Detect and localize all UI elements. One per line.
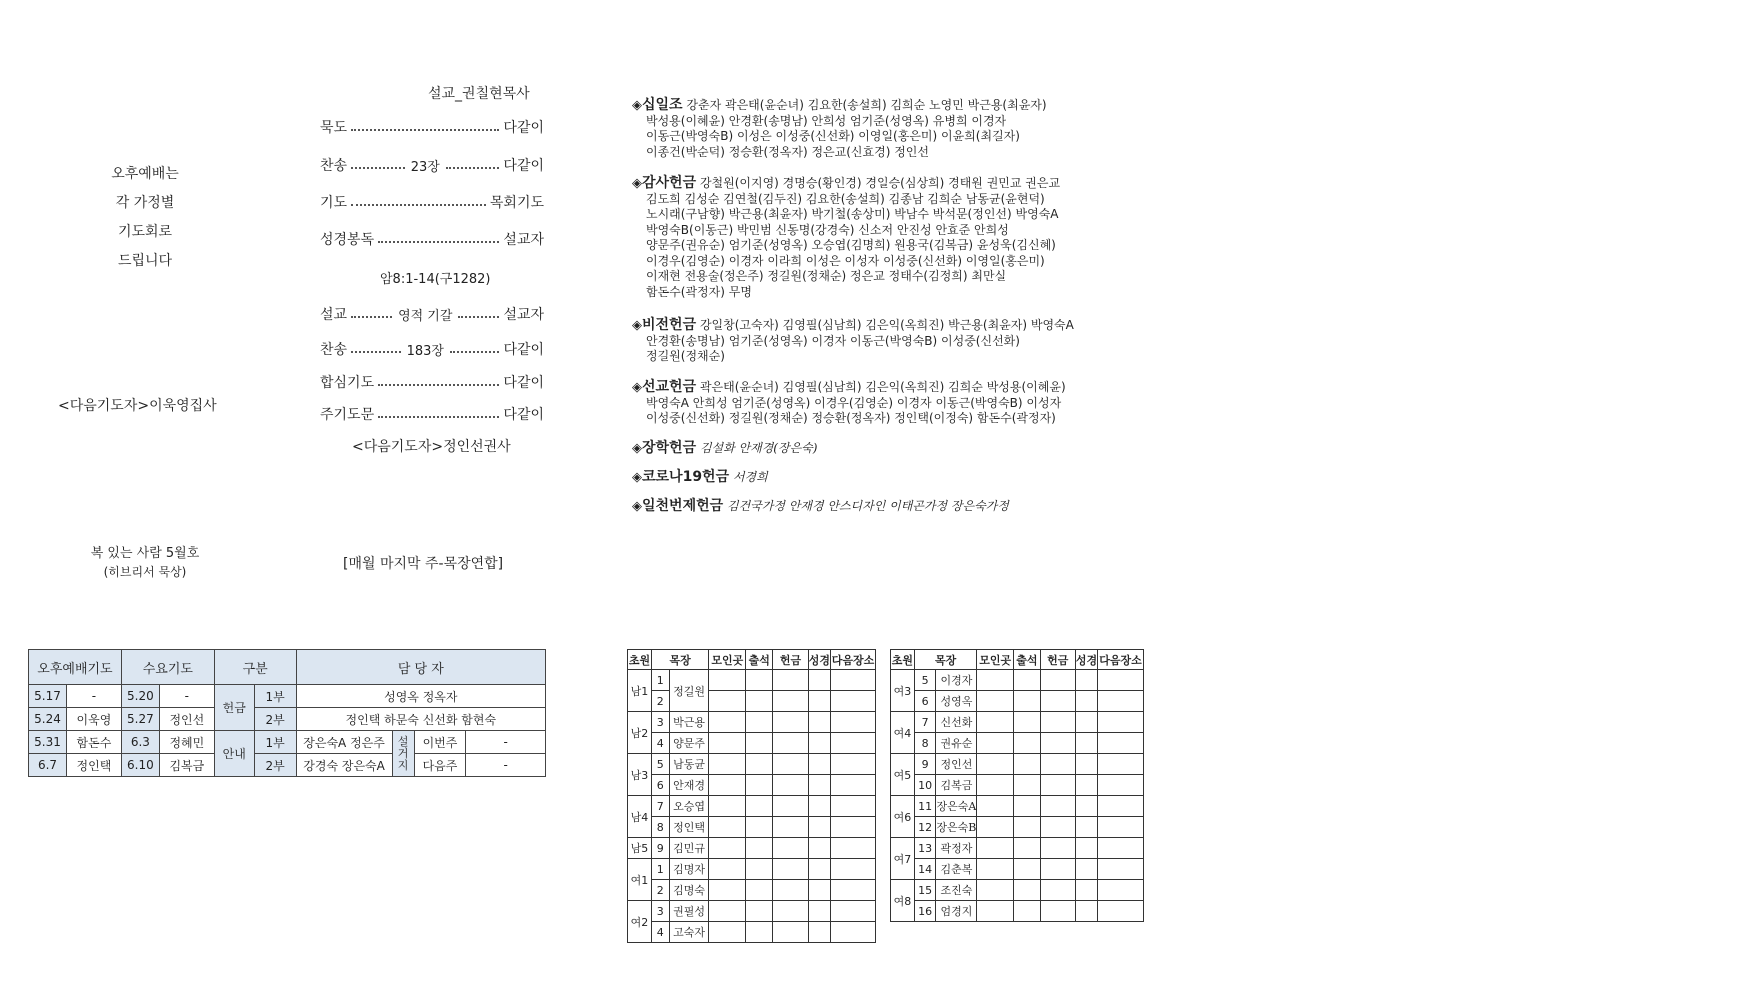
name-cell: 권유순	[936, 733, 977, 754]
name-cell: 성영옥	[936, 691, 977, 712]
table-row	[29, 731, 546, 754]
person-cell: -	[66, 685, 121, 708]
offering-line: 박영숙A 안희성 엄기준(성영옥) 이경우(김영순) 이경자 이동근(박영숙B) 이성자	[646, 395, 1062, 410]
prayer-note	[100, 160, 190, 276]
assignee-cell: 강경숙 장은숙A	[296, 754, 392, 777]
no-cell: 15	[914, 880, 936, 901]
col-header: 초원	[891, 650, 915, 670]
offering-line: 박영숙B(이동근) 박민범 신동명(강경숙) 신소저 안진성 안효준 안희성	[646, 222, 1009, 237]
offering-scholarship	[632, 441, 817, 457]
name-cell: 곽정자	[936, 838, 977, 859]
offering-line: 강춘자 곽은태(윤순녀) 김요한(송설희) 김희순 노영민 박근용(최윤자)	[686, 98, 1047, 112]
order-label: 성경봉독	[320, 232, 375, 248]
date-cell: 6.3	[121, 731, 159, 754]
name-cell: 김민규	[669, 838, 709, 859]
dot-leader	[450, 351, 500, 353]
group-cell: 여6	[891, 796, 915, 838]
offering-line: 박성용(이혜윤) 안경환(송명남) 안희성 엄기준(성영옥) 유병희 이경자	[646, 113, 1007, 128]
diamond-icon: ◈	[632, 441, 642, 456]
offering-line: 서경희	[732, 470, 768, 484]
table-row	[29, 708, 546, 731]
diamond-icon: ◈	[632, 318, 642, 333]
name-cell: 정인선	[936, 754, 977, 775]
offering-title: 선교헌금	[642, 379, 697, 395]
no-cell: 12	[914, 817, 936, 838]
table-header	[628, 650, 876, 670]
part-cell: 2부	[254, 754, 296, 777]
offering-thanks	[632, 176, 1060, 300]
part-cell: 1부	[254, 731, 296, 754]
order-item	[320, 155, 544, 175]
order-who: 설교자	[503, 232, 544, 248]
no-cell: 2	[651, 880, 669, 901]
no-cell: 4	[651, 922, 669, 943]
setup-value-cell: -	[466, 731, 546, 754]
prayer-note-line: 기도회로	[117, 224, 173, 240]
category-cell: 헌금	[214, 685, 254, 731]
order-who: 다같이	[503, 158, 544, 174]
no-cell: 1	[651, 859, 669, 880]
table-row	[628, 712, 876, 733]
offering-line: 이동근(박영숙B) 이성은 이성중(신선화) 이영일(홍은미) 이윤희(최길자)	[646, 129, 1020, 143]
offering-line: 이경우(김영순) 이경자 이라희 이성은 이성자 이성중(신선화) 이영일(홍은미)	[646, 253, 1045, 268]
date-cell: 5.24	[29, 708, 67, 731]
table-row	[29, 685, 546, 708]
name-cell: 김복금	[936, 775, 977, 796]
order-mid: 영적 기갈	[398, 308, 453, 324]
offering-line: 함돈수(곽정자) 무명	[646, 284, 752, 299]
no-cell: 8	[651, 817, 669, 838]
offering-title: 장학헌금	[642, 440, 697, 456]
table-row	[891, 691, 1144, 712]
order-mid: 23장	[410, 159, 440, 175]
order-item	[320, 339, 544, 359]
group-cell: 남4	[628, 796, 652, 838]
name-cell: 박근용	[669, 712, 709, 733]
category-cell: 안내	[214, 731, 254, 777]
table-row	[891, 712, 1144, 733]
offering-covid	[632, 470, 768, 486]
prayer-note-line: 각 가정별	[115, 195, 175, 211]
no-cell: 5	[914, 670, 936, 691]
date-cell: 6.10	[121, 754, 159, 777]
name-cell: 양문주	[669, 733, 709, 754]
table-row	[891, 754, 1144, 775]
order-label: 설교	[320, 307, 348, 323]
offering-title: 일천번제헌금	[642, 498, 724, 514]
group-cell: 여7	[891, 838, 915, 880]
no-cell: 9	[651, 838, 669, 859]
date-cell: 5.27	[121, 708, 159, 731]
no-cell: 7	[651, 796, 669, 817]
offering-line: 김도희 김성순 김연철(김두진) 김요한(송설희) 김종남 김희순 남동균(윤현덕)	[646, 191, 1045, 206]
person-cell: 정인선	[159, 708, 214, 731]
book-title	[60, 545, 230, 581]
no-cell: 7	[914, 712, 936, 733]
order-label: 묵도	[320, 120, 348, 136]
no-cell: 6	[914, 691, 936, 712]
no-cell: 10	[914, 775, 936, 796]
attendance-table-right	[890, 649, 1144, 922]
table-row	[628, 670, 876, 691]
person-cell: 함돈수	[66, 731, 121, 754]
name-cell: 정인택	[669, 817, 709, 838]
offering-line: 곽은태(윤순녀) 김영필(심남희) 김은익(옥희진) 김희순 박성용(이혜윤)	[699, 380, 1066, 394]
order-item	[320, 229, 544, 249]
table-row	[628, 859, 876, 880]
col-header: 목장	[914, 650, 977, 670]
offering-title: 코로나19헌금	[642, 469, 730, 485]
group-cell: 남1	[628, 670, 652, 712]
group-cell: 남3	[628, 754, 652, 796]
name-cell: 안재경	[669, 775, 709, 796]
setup-label-cell	[392, 731, 414, 777]
col-header: 모인곳	[977, 650, 1014, 670]
order-who: 설교자	[503, 307, 545, 323]
group-cell: 여8	[891, 880, 915, 922]
col-header: 담 당 자	[296, 650, 545, 685]
table-row	[891, 880, 1144, 901]
dot-leader	[351, 129, 499, 131]
name-cell: 고숙자	[669, 922, 709, 943]
date-cell: 5.17	[29, 685, 67, 708]
diamond-icon: ◈	[632, 98, 642, 113]
next-leader-left: <다음기도자>이욱영집사	[58, 398, 217, 414]
offering-line: 정길원(정채순)	[646, 349, 725, 363]
col-header: 성경	[808, 650, 830, 670]
order-who: 다같이	[503, 407, 544, 423]
setup-value-cell: -	[466, 754, 546, 777]
offering-title: 십일조	[642, 97, 683, 113]
no-cell: 3	[651, 712, 669, 733]
no-cell: 1	[651, 670, 669, 691]
group-cell: 여5	[891, 754, 915, 796]
offering-line: 김건국가정 안재경 안스디자인 이태곤가정 장은숙가정	[726, 499, 1009, 513]
col-header: 초원	[628, 650, 652, 670]
name-cell: 신선화	[936, 712, 977, 733]
setup-week-cell: 다음주	[414, 754, 466, 777]
offering-line: 양문주(권유순) 엄기준(성영옥) 오승엽(김명희) 원용국(김복금) 윤성욱(김신혜)	[646, 238, 1056, 252]
scripture: 암8:1-14(구1282)	[380, 272, 491, 287]
person-cell: 정인택	[66, 754, 121, 777]
assignee-cell: 성영옥 정옥자	[296, 685, 545, 708]
no-cell: 3	[651, 901, 669, 922]
order-label: 합심기도	[320, 375, 375, 391]
offering-tithe	[632, 98, 1047, 160]
table-row	[891, 901, 1144, 922]
col-header: 다음장소	[1098, 650, 1144, 670]
part-cell: 2부	[254, 708, 296, 731]
name-cell: 권필성	[669, 901, 709, 922]
no-cell: 13	[914, 838, 936, 859]
offering-line: 강일창(고숙자) 김영필(심남희) 김은익(옥희진) 박근용(최윤자) 박영숙A	[699, 318, 1074, 332]
part-cell: 1부	[254, 685, 296, 708]
order-who: 다같이	[503, 120, 544, 136]
order-item	[320, 117, 544, 137]
table-row	[628, 796, 876, 817]
offering-line: 안경환(송명남) 엄기준(성영옥) 이경자 이동근(박영숙B) 이성중(신선화)	[646, 333, 1020, 348]
dot-leader	[378, 416, 499, 418]
name-cell: 오승엽	[669, 796, 709, 817]
group-cell: 남2	[628, 712, 652, 754]
diamond-icon: ◈	[632, 470, 642, 485]
offering-vision	[632, 318, 1074, 365]
name-cell: 김춘복	[936, 859, 977, 880]
table-row	[628, 880, 876, 901]
table-row	[891, 817, 1144, 838]
duty-schedule-table	[28, 649, 546, 777]
no-cell: 6	[651, 775, 669, 796]
col-header: 다음장소	[831, 650, 876, 670]
offering-line: 노시래(구남향) 박근용(최윤자) 박기철(송상미) 박남수 박석문(정인선) 박영숙A	[646, 207, 1059, 221]
date-cell: 5.31	[29, 731, 67, 754]
order-mid: 183장	[406, 343, 444, 359]
dot-leader	[351, 204, 486, 206]
diamond-icon: ◈	[632, 380, 642, 395]
name-cell: 장은숙A	[936, 796, 977, 817]
offering-title: 비전헌금	[642, 317, 697, 333]
col-header: 출석	[1014, 650, 1041, 670]
offering-thousand	[632, 499, 1009, 515]
name-cell: 남동균	[669, 754, 709, 775]
offering-line: 이성중(신선화) 정길원(정채순) 정승환(정옥자) 정인택(이정숙) 함돈수(곽정자)	[646, 411, 1056, 425]
table-row	[628, 817, 876, 838]
col-header: 모인곳	[709, 650, 746, 670]
person-cell: 이욱영	[66, 708, 121, 731]
table-row	[891, 733, 1144, 754]
no-cell: 2	[651, 691, 669, 712]
dot-leader	[378, 241, 499, 243]
order-label: 기도	[320, 195, 348, 211]
table-row	[891, 775, 1144, 796]
table-header	[29, 650, 546, 685]
order-label: 찬송	[320, 342, 348, 358]
assignee-cell: 정인택 하문숙 신선화 함현숙	[296, 708, 545, 731]
no-cell: 5	[651, 754, 669, 775]
order-who: 다같이	[503, 342, 545, 358]
diamond-icon: ◈	[632, 176, 642, 191]
attendance-table-left	[627, 649, 876, 943]
no-cell: 16	[914, 901, 936, 922]
monthly-note: [매월 마지막 주-목장연합]	[343, 556, 504, 572]
name-cell: 김명자	[669, 859, 709, 880]
group-cell: 남5	[628, 838, 652, 859]
offering-line: 이재현 전용술(정은주) 정길원(정채순) 정은교 정태수(김정희) 최만실	[646, 269, 1007, 283]
offering-line: 강철원(이지영) 경명승(황인경) 경일승(심상희) 경태원 권민교 권은교	[699, 176, 1061, 190]
group-cell: 여2	[628, 901, 652, 943]
person-cell: 김복금	[159, 754, 214, 777]
prayer-note-line: 드립니다	[117, 253, 173, 269]
dot-leader	[351, 167, 405, 169]
col-header: 성경	[1075, 650, 1097, 670]
group-cell: 여4	[891, 712, 915, 754]
group-cell: 여3	[891, 670, 915, 712]
offering-mission	[632, 380, 1066, 427]
table-row	[628, 775, 876, 796]
table-row	[628, 901, 876, 922]
table-row	[628, 691, 876, 712]
next-leader: <다음기도자>정인선권사	[352, 439, 511, 455]
no-cell: 11	[914, 796, 936, 817]
name-cell: 김명숙	[669, 880, 709, 901]
table-row	[628, 754, 876, 775]
table-row	[891, 838, 1144, 859]
table-row	[891, 796, 1144, 817]
table-row	[891, 859, 1144, 880]
dot-leader	[458, 316, 499, 318]
offering-title: 감사헌금	[642, 175, 697, 191]
no-cell: 8	[914, 733, 936, 754]
setup-week-cell: 이번주	[414, 731, 466, 754]
col-header: 헌금	[1040, 650, 1075, 670]
col-header: 목장	[651, 650, 708, 670]
diamond-icon: ◈	[632, 499, 642, 514]
book-title-main: 복 있는 사람 5월호	[90, 546, 200, 561]
table-row	[29, 754, 546, 777]
dot-leader	[351, 351, 401, 353]
name-cell: 이경자	[936, 670, 977, 691]
order-who: 목회기도	[489, 195, 544, 211]
person-cell: -	[159, 685, 214, 708]
table-header	[891, 650, 1144, 670]
table-row	[628, 733, 876, 754]
order-label: 찬송	[320, 158, 348, 174]
no-cell: 4	[651, 733, 669, 754]
order-who: 다같이	[503, 375, 544, 391]
group-cell: 여1	[628, 859, 652, 901]
table-row	[891, 670, 1144, 691]
prayer-note-line: 오후예배는	[111, 166, 179, 182]
sermon-by: 설교_권칠현목사	[428, 86, 530, 102]
offering-line: 김설화 안재경(장은숙)	[699, 441, 818, 455]
no-cell: 9	[914, 754, 936, 775]
date-cell: 5.20	[121, 685, 159, 708]
name-cell: 정길원	[669, 670, 709, 712]
assignee-cell: 장은숙A 정은주	[296, 731, 392, 754]
name-cell: 조진숙	[936, 880, 977, 901]
date-cell: 6.7	[29, 754, 67, 777]
col-header: 구분	[214, 650, 296, 685]
order-item	[320, 304, 544, 324]
name-cell: 장은숙B	[936, 817, 977, 838]
order-label: 주기도문	[320, 407, 375, 423]
col-header: 출석	[746, 650, 773, 670]
offering-line: 이종건(박순덕) 정승환(정옥자) 정은교(신효경) 정인선	[646, 144, 929, 159]
col-header: 오후예배기도	[29, 650, 122, 685]
dot-leader	[351, 316, 392, 318]
order-item	[320, 372, 544, 392]
no-cell: 14	[914, 859, 936, 880]
col-header: 헌금	[773, 650, 809, 670]
dot-leader	[446, 167, 500, 169]
person-cell: 정혜민	[159, 731, 214, 754]
dot-leader	[378, 384, 499, 386]
order-item	[320, 404, 544, 424]
book-title-sub: (히브리서 묵상)	[103, 565, 187, 579]
table-row	[628, 838, 876, 859]
table-row	[628, 922, 876, 943]
col-header: 수요기도	[121, 650, 214, 685]
order-item	[320, 192, 544, 212]
name-cell: 엄경지	[936, 901, 977, 922]
setup-label: 설거지	[397, 734, 409, 772]
